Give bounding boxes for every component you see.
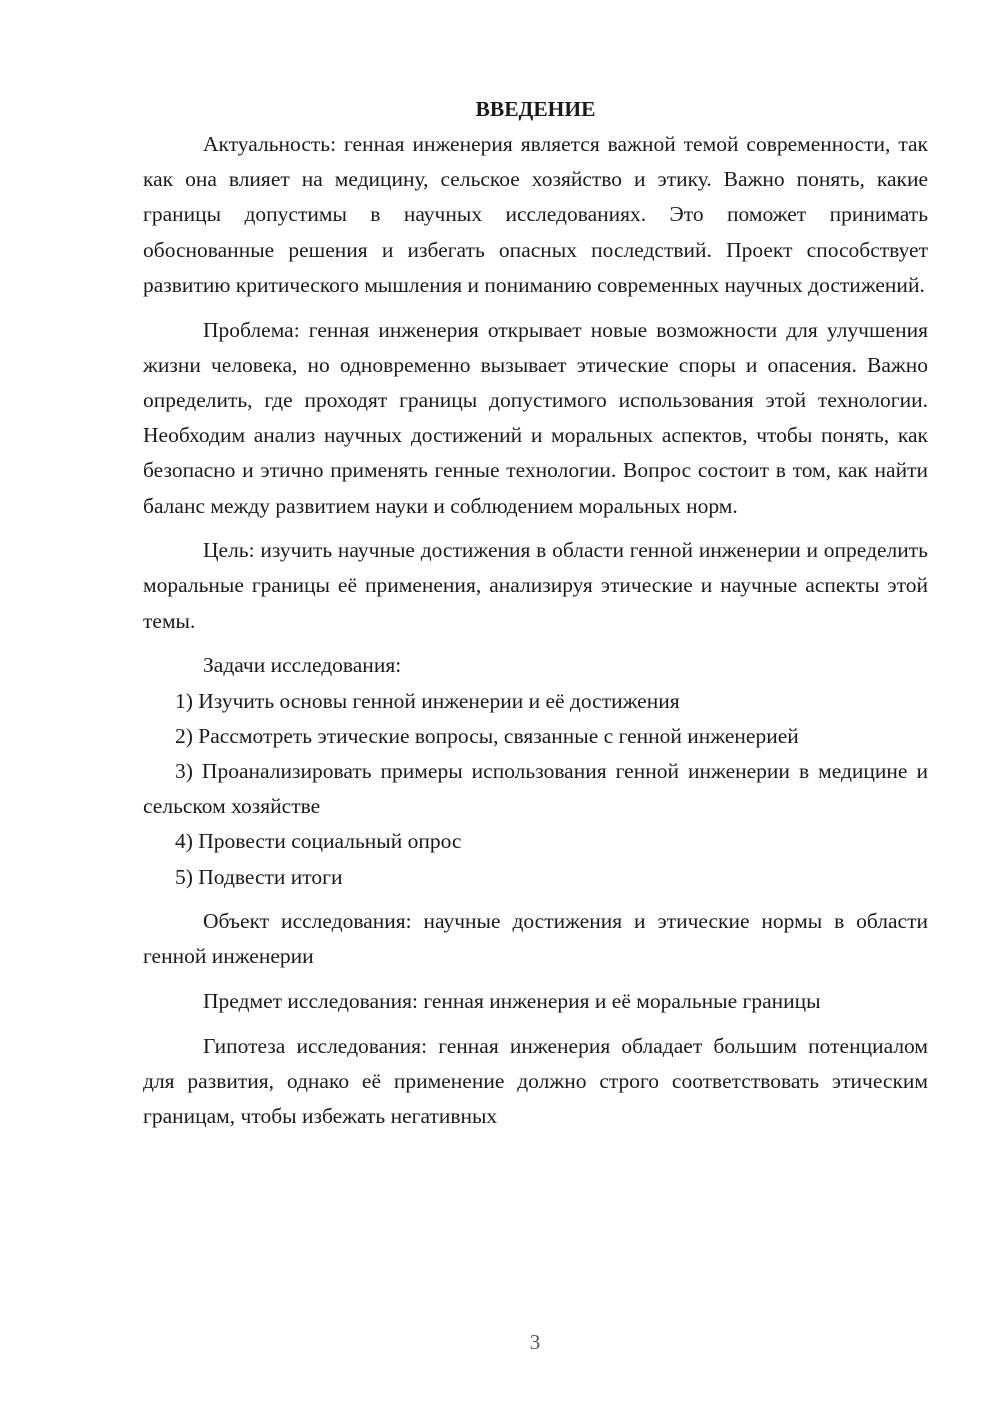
paragraph-relevance: Актуальность: генная инженерия является важной темой современности, так как она влияет на медицину, сельское хозяйство и этику. Важно понять, какие границы допустимы в научных исследованиях. Это поможет принимать обоснованные решения и избегать опасных последствий. Проект способствует развитию критического мышления и пониманию современных научных достижений.: [143, 132, 928, 297]
list-item: 1) Изучить основы генной инженерии и её достижения: [175, 688, 680, 713]
list-item: 2) Рассмотреть этические вопросы, связанные с генной инженерией: [175, 723, 799, 748]
tasks-list: [143, 684, 928, 895]
list-item: 4) Провести социальный опрос: [175, 829, 462, 854]
paragraph-object: Объект исследования: научные достижения и этические нормы в области генной инженерии: [143, 909, 928, 969]
tasks-heading: Задачи исследования:: [203, 653, 402, 678]
page-number: 3: [529, 1330, 541, 1354]
list-item: 5) Подвести итоги: [175, 864, 343, 889]
paragraph-subject: Предмет исследования: генная инженерия и её моральные границы: [203, 989, 821, 1014]
paragraph-hypothesis: Гипотеза исследования: генная инженерия обладает большим потенциалом для развития, однако её применение должно строго соответствовать этическим границам, чтобы избежать негативных: [143, 1033, 928, 1129]
paragraph-goal: Цель: изучить научные достижения в области генной инженерии и определить моральные границы её применения, анализируя этические и научные аспекты этой темы.: [143, 538, 928, 633]
list-item: 3) Проанализировать примеры использования генной инженерии в медицине и сельском хозяйстве: [143, 758, 928, 819]
section-title: ВВЕДЕНИЕ: [475, 97, 596, 121]
paragraph-problem: Проблема: генная инженерия открывает новые возможности для улучшения жизни человека, но одновременно вызывает этические споры и опасения. Важно определить, где проходят границы допустимого использования этой технологии. Необходим анализ научных достижений и моральных аспектов, чтобы понять, как безопасно и этично применять генные технологии. Вопрос состоит в том, как найти баланс между развитием науки и соблюдением моральных норм.: [143, 317, 928, 518]
document-page: [143, 92, 928, 1134]
